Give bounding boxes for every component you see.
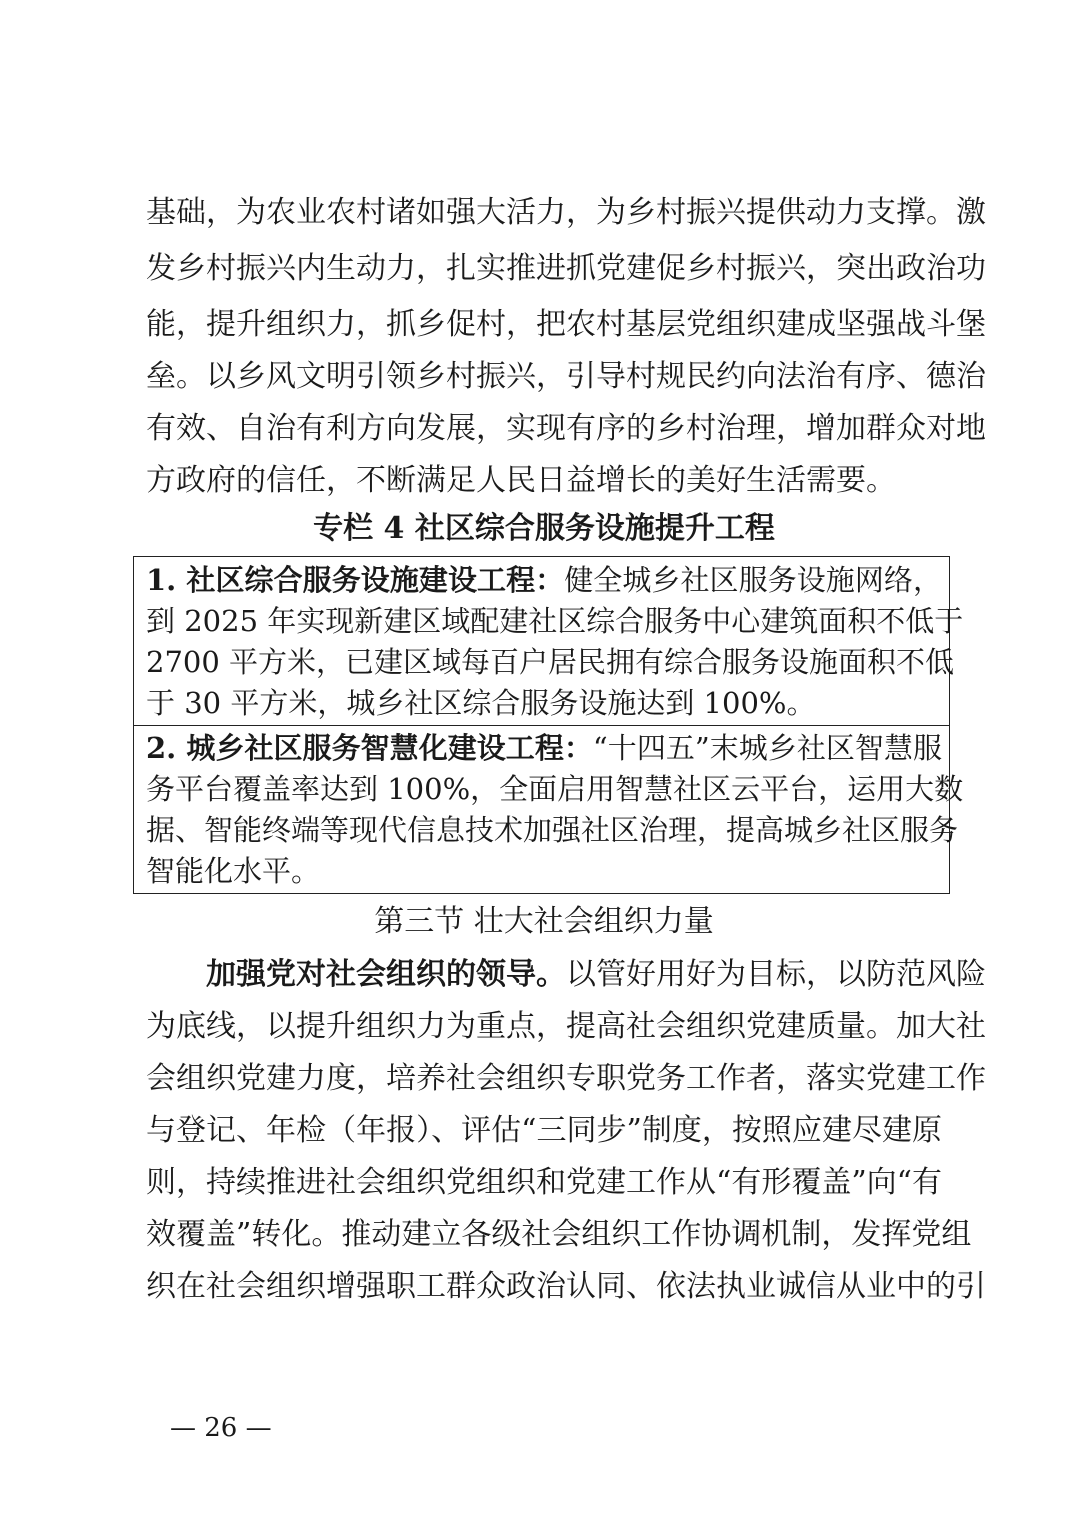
lead-phrase: 加强党对社会组织的领导。 (206, 957, 566, 992)
text-line: 方政府的信任，不断满足人民日益增长的美好生活需要。 (146, 463, 896, 498)
text-line: 垒。以乡风文明引领乡村振兴，引导村规民约向法治有序、德治 (146, 359, 986, 394)
text-line: 到 2025 年实现新建区域配建社区综合服务中心建筑面积不低于 (146, 604, 964, 638)
text-line: 会组织党建力度，培养社会组织专职党务工作者，落实党建工作 (146, 1061, 986, 1096)
item-text: “十四五”末城乡社区智慧服 (592, 731, 943, 765)
text-line: 基础，为农业农村诸如强大活力，为乡村振兴提供动力支撑。激 (146, 195, 986, 230)
text-line: 2700 平方米，已建区域每百户居民拥有综合服务设施面积不低 (146, 645, 955, 679)
item-label: 2. 城乡社区服务智慧化建设工程： (146, 731, 593, 765)
text-line: 则，持续推进社会组织党组织和党建工作从“有形覆盖”向“有 (146, 1165, 943, 1200)
text-line: 织在社会组织增强职工群众政治认同、依法执业诚信从业中的引 (146, 1269, 986, 1304)
text-line (206, 947, 986, 1003)
text-line: 据、智能终端等现代信息技术加强社区治理，提高城乡社区服务 (146, 813, 959, 847)
page-number: — 26 — (170, 1413, 272, 1443)
text-line: 有效、自治有利方向发展，实现有序的乡村治理，增加群众对地 (146, 411, 986, 446)
box-title: 专栏 4 社区综合服务设施提升工程 (313, 511, 775, 546)
section-heading: 第三节 壮大社会组织力量 (374, 904, 714, 939)
text-line: 发乡村振兴内生动力，扎实推进抓党建促乡村振兴，突出政治功 (146, 251, 986, 286)
text-line (146, 559, 942, 601)
text-line: 务平台覆盖率达到 100%，全面启用智慧社区云平台，运用大数 (146, 772, 964, 806)
text-line (146, 727, 942, 769)
text-line: 与登记、年检（年报）、评估“三同步”制度，按照应建尽建原 (146, 1113, 942, 1148)
text-line: 效覆盖”转化。推动建立各级社会组织工作协调机制，发挥党组 (146, 1217, 972, 1252)
text-line: 为底线，以提升组织力为重点，提高社会组织党建质量。加大社 (146, 1009, 986, 1044)
box-divider (133, 725, 950, 726)
text-line: 智能化水平。 (146, 854, 321, 888)
item-label: 1. 社区综合服务设施建设工程： (146, 563, 565, 597)
text-line: 能，提升组织力，抓乡促村，把农村基层党组织建成坚强战斗堡 (146, 307, 986, 342)
text-line: 于 30 平方米，城乡社区综合服务设施达到 100%。 (146, 686, 816, 720)
lead-rest: 以管好用好为目标，以防范风险 (566, 957, 986, 992)
item-text: 健全城乡社区服务设施网络， (564, 563, 942, 597)
